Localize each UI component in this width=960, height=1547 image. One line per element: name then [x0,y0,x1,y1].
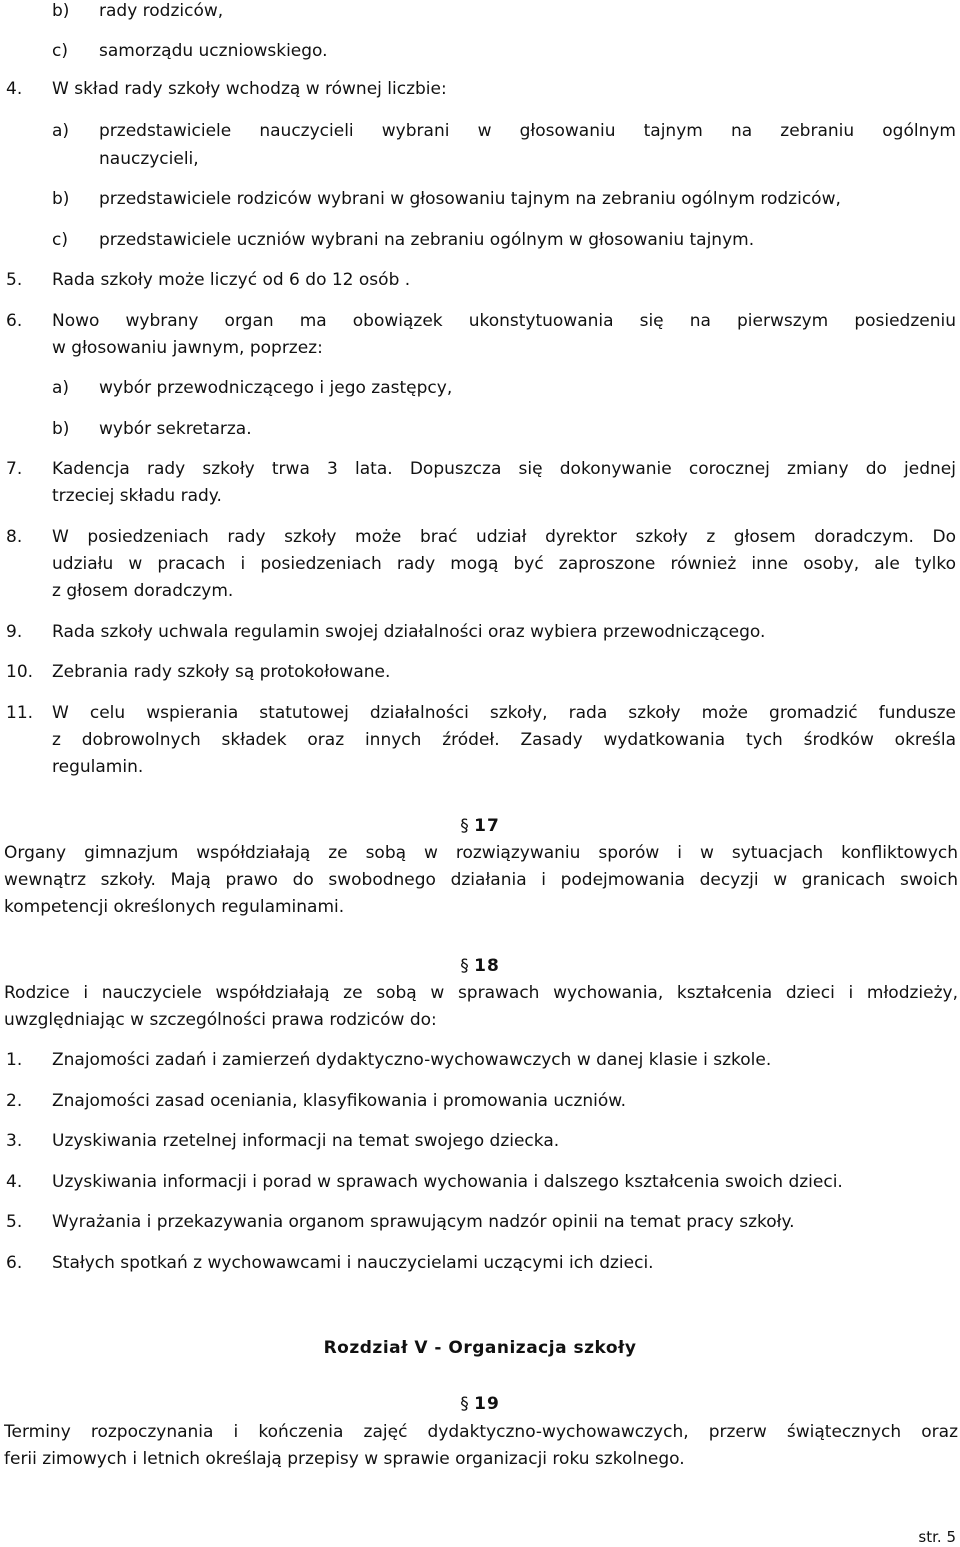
list-item [0,659,960,686]
page-number: str. 5 [918,1528,956,1546]
paragraph-text: Organy gimnazjum współdziałają ze sobą w rozwiązywaniu sporów i w sytuacjach konfliktowych [4,843,958,863]
list-item [0,1209,960,1236]
section-sign: § [460,956,469,976]
list-marker: 11. [6,703,34,723]
list-item [0,375,960,402]
text-line [0,483,960,510]
list-marker: 2. [6,1091,23,1111]
section-heading [0,953,960,980]
paragraph-line [0,1419,960,1446]
list-marker: b) [52,419,70,439]
paragraph-text: wewnątrz szkoły. Mają prawo do swobodnego działania i podejmowania decyzji w granicach swoich [4,870,958,890]
paragraph-text: Terminy rozpoczynania i kończenia zajęć dydaktyczno-wychowawczych, przerw świątecznych oraz [4,1422,958,1442]
list-text: W posiedzeniach rady szkoły może brać udział dyrektor szkoły z głosem doradczym. Do [52,527,956,547]
list-marker: b) [52,189,70,209]
list-marker: 8. [6,527,23,547]
paragraph-line [0,980,960,1007]
text-line [0,146,960,173]
paragraph-line [0,1446,960,1473]
list-text: rady rodziców, [99,1,224,21]
list-text: przedstawiciele rodziców wybrani w głosowaniu tajnym na zebraniu ogólnym rodziców, [99,189,841,209]
section-heading [0,1391,960,1418]
list-item [0,619,960,646]
paragraph-line [0,840,960,867]
list-text: przedstawiciele uczniów wybrani na zebraniu ogólnym w głosowaniu tajnym. [99,230,755,250]
list-item [0,1250,960,1277]
list-marker: 9. [6,622,23,642]
list-item [0,0,960,25]
chapter-title: Rozdział V - Organizacja szkoły [323,1338,637,1358]
text-line [0,551,960,578]
list-text: nauczycieli, [99,149,199,169]
list-text: Kadencja rady szkoły trwa 3 lata. Dopuszcza się dokonywanie corocznej zmiany do jednej [52,459,956,479]
list-item [0,456,960,483]
list-marker: b) [52,1,70,21]
list-text: Rada szkoły może liczyć od 6 do 12 osób . [52,270,411,290]
text-line [0,754,960,781]
list-item [0,700,960,727]
list-marker: c) [52,230,68,250]
list-text: z dobrowolnych składek oraz innych źródeł. Zasady wydatkowania tych środków określa [52,730,956,750]
section-heading [0,813,960,840]
list-text: Nowo wybrany organ ma obowiązek ukonstytuowania się na pierwszym posiedzeniu [52,311,956,331]
list-marker: 5. [6,1212,23,1232]
paragraph-line [0,894,960,921]
list-item [0,76,960,103]
list-item [0,186,960,213]
list-marker: 4. [6,1172,23,1192]
list-marker: 4. [6,79,23,99]
list-marker: 5. [6,270,23,290]
list-item [0,1169,960,1196]
list-text: wybór sekretarza. [99,419,252,439]
list-text: Wyrażania i przekazywania organom sprawującym nadzór opinii na temat pracy szkoły. [52,1212,795,1232]
list-item [0,118,960,145]
list-item [0,267,960,294]
section-number: 17 [474,816,500,836]
paragraph-line [0,867,960,894]
list-item [0,416,960,443]
section-sign: § [460,1394,469,1414]
list-text: Zebrania rady szkoły są protokołowane. [52,662,391,682]
list-text: W skład rady szkoły wchodzą w równej liczbie: [52,79,447,99]
list-marker: 3. [6,1131,23,1151]
text-line [0,578,960,605]
text-line [0,335,960,362]
list-text: Znajomości zadań i zamierzeń dydaktyczno-wychowawczych w danej klasie i szkole. [52,1050,772,1070]
list-item [0,308,960,335]
list-text: w głosowaniu jawnym, poprzez: [52,338,323,358]
list-item [0,227,960,254]
paragraph-line [0,1007,960,1034]
list-text: Uzyskiwania informacji i porad w sprawach wychowania i dalszego kształcenia swoich dzieci. [52,1172,843,1192]
list-text: W celu wspierania statutowej działalności szkoły, rada szkoły może gromadzić fundusze [52,703,956,723]
paragraph-text: ferii zimowych i letnich określają przepisy w sprawie organizacji roku szkolnego. [4,1449,685,1469]
list-text: udziału w pracach i posiedzeniach rady mogą być zaproszone również inne osoby, ale tylko [52,554,956,574]
list-text: regulamin. [52,757,144,777]
list-marker: a) [52,121,70,141]
list-marker: 10. [6,662,34,682]
list-text: przedstawiciele nauczycieli wybrani w głosowaniu tajnym na zebraniu ogólnym [99,121,956,141]
list-item [0,1088,960,1115]
paragraph-text: kompetencji określonych regulaminami. [4,897,345,917]
list-item [0,1047,960,1074]
list-text: Stałych spotkań z wychowawcami i nauczycielami uczącymi ich dzieci. [52,1253,654,1273]
list-marker: 6. [6,311,23,331]
list-item [0,38,960,65]
list-text: trzeciej składu rady. [52,486,222,506]
section-number: 18 [474,956,500,976]
list-text: z głosem doradczym. [52,581,234,601]
text-line [0,727,960,754]
list-text: Znajomości zasad oceniania, klasyfikowania i promowania uczniów. [52,1091,627,1111]
list-marker: c) [52,41,68,61]
list-text: Rada szkoły uchwala regulamin swojej działalności oraz wybiera przewodniczącego. [52,622,766,642]
list-marker: 7. [6,459,23,479]
list-marker: 6. [6,1253,23,1273]
list-marker: 1. [6,1050,23,1070]
list-text: wybór przewodniczącego i jego zastępcy, [99,378,453,398]
list-text: Uzyskiwania rzetelnej informacji na temat swojego dziecka. [52,1131,560,1151]
section-sign: § [460,816,469,836]
section-number: 19 [474,1394,500,1414]
list-text: samorządu uczniowskiego. [99,41,328,61]
list-marker: a) [52,378,70,398]
list-item [0,1128,960,1155]
paragraph-text: Rodzice i nauczyciele współdziałają ze sobą w sprawach wychowania, kształcenia dzieci i młodzieży, [4,983,958,1003]
list-item [0,524,960,551]
paragraph-text: uwzględniając w szczególności prawa rodziców do: [4,1010,437,1030]
